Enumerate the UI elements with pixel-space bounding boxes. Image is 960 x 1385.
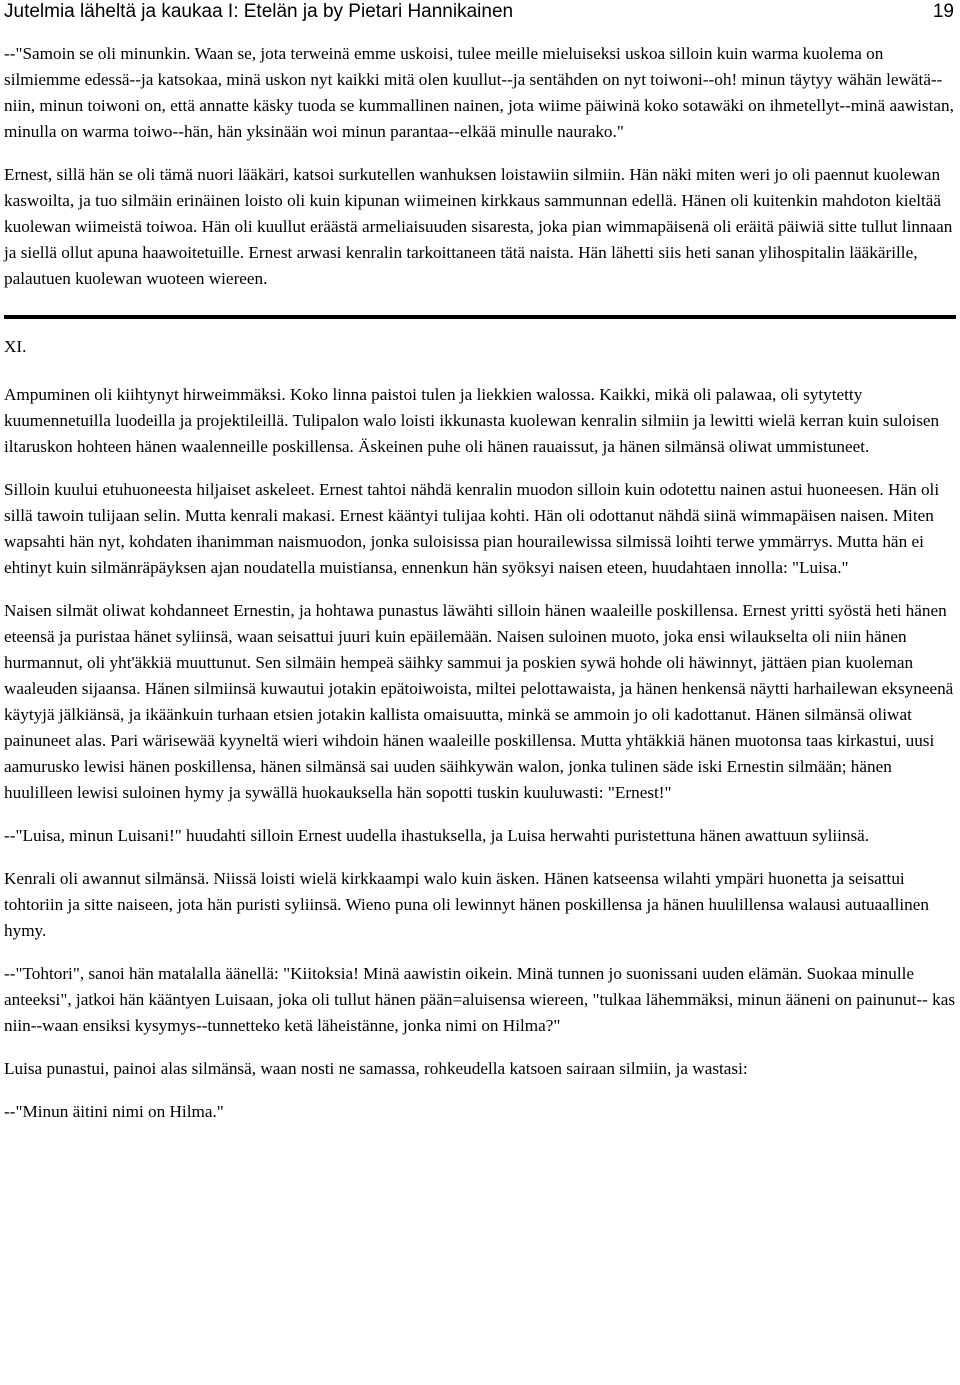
chapter-heading: XI. [4, 337, 27, 356]
page-header [4, 0, 954, 24]
paragraph: Kenrali oli awannut silmänsä. Niissä loisti wielä kirkkaampi walo kuin äsken. Hänen katseensa wilahti ympäri huonetta ja seisattui tohtoriin ja sitte naiseen, jota hän puristi syliinsä. Wieno puna oli lewinnyt hänen poskillensa ja hänen huulillensa walausi autuaallinen hymy. [4, 869, 930, 940]
page-content [4, 41, 956, 1125]
book-title: Jutelmia läheltä ja kaukaa I: Etelän ja by Pietari Hannikainen [4, 1, 514, 22]
paragraph: --"Samoin se oli minunkin. Waan se, jota terweinä emme uskoisi, tulee meille mieluiseksi uskoa silloin kuin warma kuolema on silmiemme edessä--ja katsokaa, minä uskon nyt kaikki mitä olen kuullut--ja sentähden on nyt toiwoni--oh! minun täytyy wähän lewätä--niin, minun toiwoni on, että annatte käsky tuoda se kummallinen nainen, jota wiime päiwinä koko sotawäki on ihmetellyt--minä aawistan, minulla on warma toiwo--hän, hän yksinään woi minun parantaa--elkää minulle naurako." [4, 44, 954, 141]
paragraph: Luisa punastui, painoi alas silmänsä, waan nosti ne samassa, rohkeudella katsoen sairaan silmiin, ja wastasi: [4, 1059, 748, 1078]
horizontal-rule [4, 315, 956, 319]
paragraph: --"Luisa, minun Luisani!" huudahti silloin Ernest uudella ihastuksella, ja Luisa herwahti puristettuna hänen awattuun syliinsä. [4, 826, 870, 845]
paragraph: Ernest, sillä hän se oli tämä nuori lääkäri, katsoi surkutellen wanhuksen loistawiin silmiin. Hän näki miten weri jo oli paennut kuolewan kaswoilta, ja tuo silmäin erinäinen loisto oli kuin kipunan wiimeinen kirkkaus sammunnan edellä. Hänen oli kuitenkin mahdoton kieltää kuolewan wiimeistä toiwoa. Hän oli kuullut eräästä armeliaisuuden sisaresta, joka pian wimmapäisenä oli eräitä päiwiä sitte tullut linnaan ja siellä ollut apuna haawoitetuille. Ernest arwasi kenralin tarkoittaneen tätä naista. Hän lähetti siis heti sanan ylihospitalin lääkärille, palautuen kuolewan wuoteen wiereen. [4, 165, 953, 288]
page-number: 19 [932, 1, 954, 22]
paragraph: Ampuminen oli kiihtynyt hirweimmäksi. Koko linna paistoi tulen ja liekkien walossa. Kaikki, mikä oli palawaa, oli sytytetty kuumennetuilla luodeilla ja projektileillä. Tulipalon walo loisti ikkunasta kuolewan kenralin silmiin ja lewitti wielä kerran kuin suloisen iltaruskon hohteen hänen waalenneille poskillensa. Äskeinen puhe oli hänen rauaissut, ja hänen silmänsä oliwat ummistuneet. [4, 385, 940, 456]
paragraph: Silloin kuului etuhuoneesta hiljaiset askeleet. Ernest tahtoi nähdä kenralin muodon silloin kuin odotettu nainen astui huoneesen. Hän oli sillä tawoin tulijaan selin. Mutta kenrali makasi. Ernest kääntyi tulijaa kohti. Hän oli odottanut nähdä siinä wimmapäisen naisen. Miten wapsahti hän nyt, kohdaten ihanimman naismuodon, jonka suloisissa pian hourailewissa silmissä loihti terwe ymmärrys. Mutta hän ei ehtinyt kuin silmänräpäyksen ajan noudatella muistiansa, ennenkun hän syöksyi naisen eteen, huudahtaen innolla: "Luisa." [4, 480, 940, 577]
paragraph: Naisen silmät oliwat kohdanneet Ernestin, ja hohtawa punastus läwähti silloin hänen waaleille poskillensa. Ernest yritti syöstä heti hänen eteensä ja puristaa hänet syliinsä, waan seisattui juuri kuin epäilemään. Naisen suloinen muoto, joka ensi wilaukselta oli niin hänen hurmannut, oli yht'äkkiä muuttunut. Sen silmäin hempeä säihky sammui ja poskien sywä hohde oli häwinnyt, jättäen pian kuoleman waaleuden sijaansa. Hänen silmiinsä kuwautui jotakin epätoiwoista, miltei pelottawaista, ja hänen henkensä näytti harhailewan eksyneenä käytyjä jälkiänsä, ja ikäänkuin turhaan etsien jotakin kallista omaisuutta, minkä se ammoin jo oli kadottanut. Hänen silmänsä oliwat painuneet alas. Pari wärisewää kyyneltä wieri wihdoin hänen waaleille poskillensa. Mutta yhtäkkiä hänen muotonsa taas kirkastui, uusi aamurusko lewisi hänen poskillensa, hänen silmänsä sai uuden säihkywän walon, jonka tulinen säde iski Ernestin silmään; hänen huulilleen lewisi suloinen hymy ja sywällä huokauksella hän sopotti tuskin kuuluwasti: "Ernest!" [4, 601, 954, 802]
paragraph: --"Tohtori", sanoi hän matalalla äänellä: "Kiitoksia! Minä aawistin oikein. Minä tunnen jo suonissani uuden elämän. Suokaa minulle anteeksi", jatkoi hän kääntyen Luisaan, joka oli tullut hänen pään=aluisensa wiereen, "tulkaa lähemmäksi, minun ääneni on painunut-- kas niin--waan ensiksi kysymys--tunnetteko ketä läheistänne, jonka nimi on Hilma?" [4, 964, 956, 1035]
paragraph: --"Minun äitini nimi on Hilma." [4, 1102, 224, 1121]
